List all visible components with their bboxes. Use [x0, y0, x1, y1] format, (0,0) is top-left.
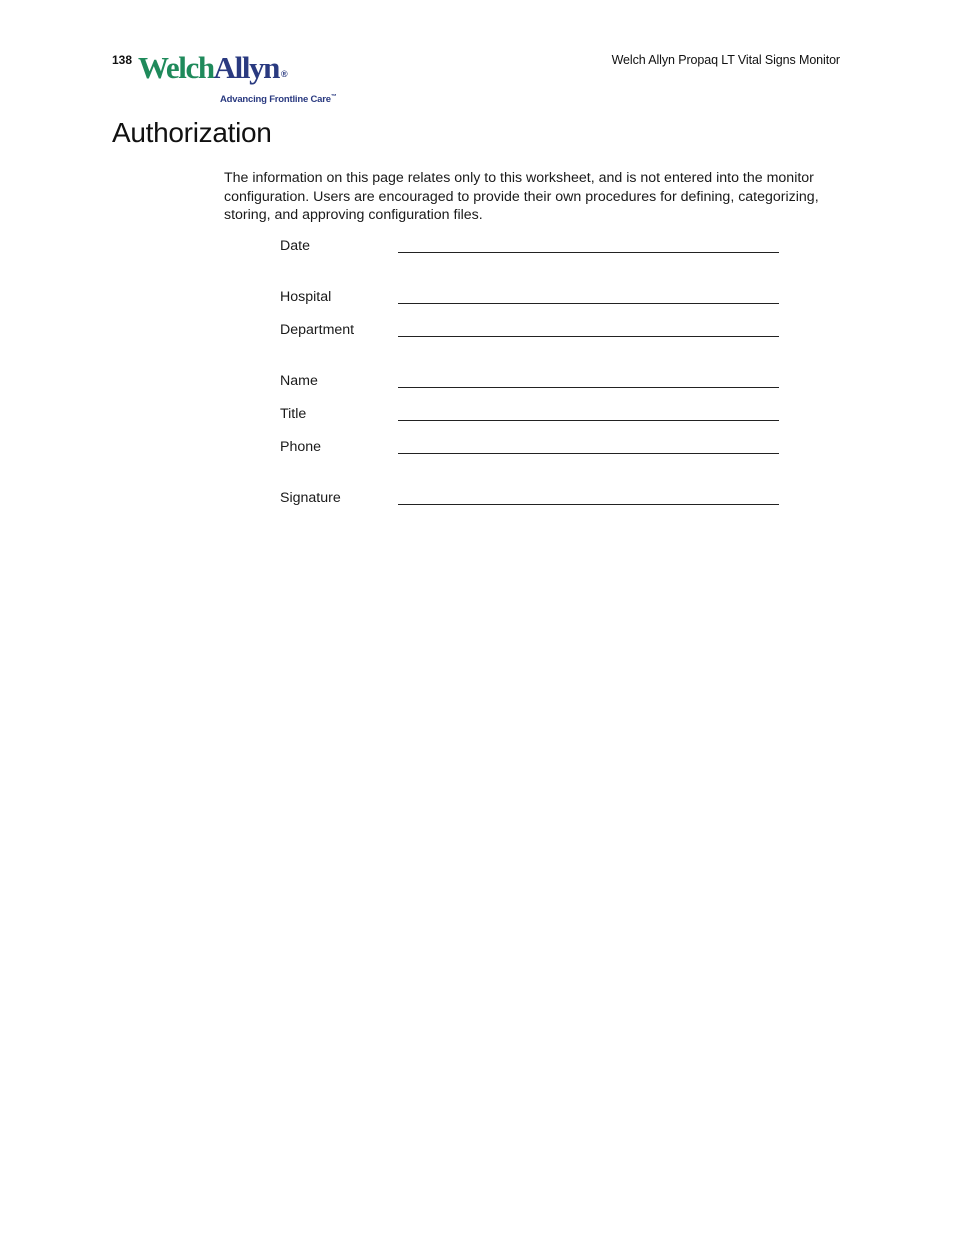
field-label-signature: Signature	[280, 490, 341, 506]
page-number: 138	[112, 53, 133, 67]
field-label-department: Department	[280, 322, 355, 338]
field-row-title	[280, 406, 780, 426]
page-title: Authorization	[112, 117, 272, 148]
field-row-date	[280, 238, 780, 258]
logo-tagline	[220, 94, 337, 105]
field-label-phone: Phone	[280, 439, 322, 455]
running-header: Welch Allyn Propaq LT Vital Signs Monitor	[611, 53, 840, 67]
field-line-date[interactable]	[398, 252, 779, 253]
field-line-department[interactable]	[398, 336, 779, 337]
intro-paragraph: The information on this page relates only to this worksheet, and is not entered into the monitor configuration. Users are encouraged to provide their own procedures for defining, categorizing, storing, and approving configuration files.	[224, 170, 819, 224]
field-label-title: Title	[280, 406, 307, 422]
field-line-title[interactable]	[398, 420, 779, 421]
welch-allyn-logo	[138, 50, 348, 110]
registered-mark: ®	[281, 69, 288, 79]
field-row-signature	[280, 490, 780, 510]
field-line-name[interactable]	[398, 387, 779, 388]
logo-wordmark	[138, 50, 286, 86]
field-row-department	[280, 322, 780, 342]
field-line-hospital[interactable]	[398, 303, 779, 304]
field-row-phone	[280, 439, 780, 459]
trademark-mark: ™	[330, 94, 337, 100]
logo-welch-text: Welch	[138, 50, 214, 85]
logo-allyn-text: Allyn	[213, 50, 280, 85]
field-line-signature[interactable]	[398, 504, 779, 505]
logo-tagline-text: Advancing Frontline Care	[220, 94, 331, 105]
field-line-phone[interactable]	[398, 453, 779, 454]
field-label-hospital: Hospital	[280, 289, 332, 305]
field-label-name: Name	[280, 373, 318, 389]
field-row-name	[280, 373, 780, 393]
field-label-date: Date	[280, 238, 310, 254]
field-row-hospital	[280, 289, 780, 309]
